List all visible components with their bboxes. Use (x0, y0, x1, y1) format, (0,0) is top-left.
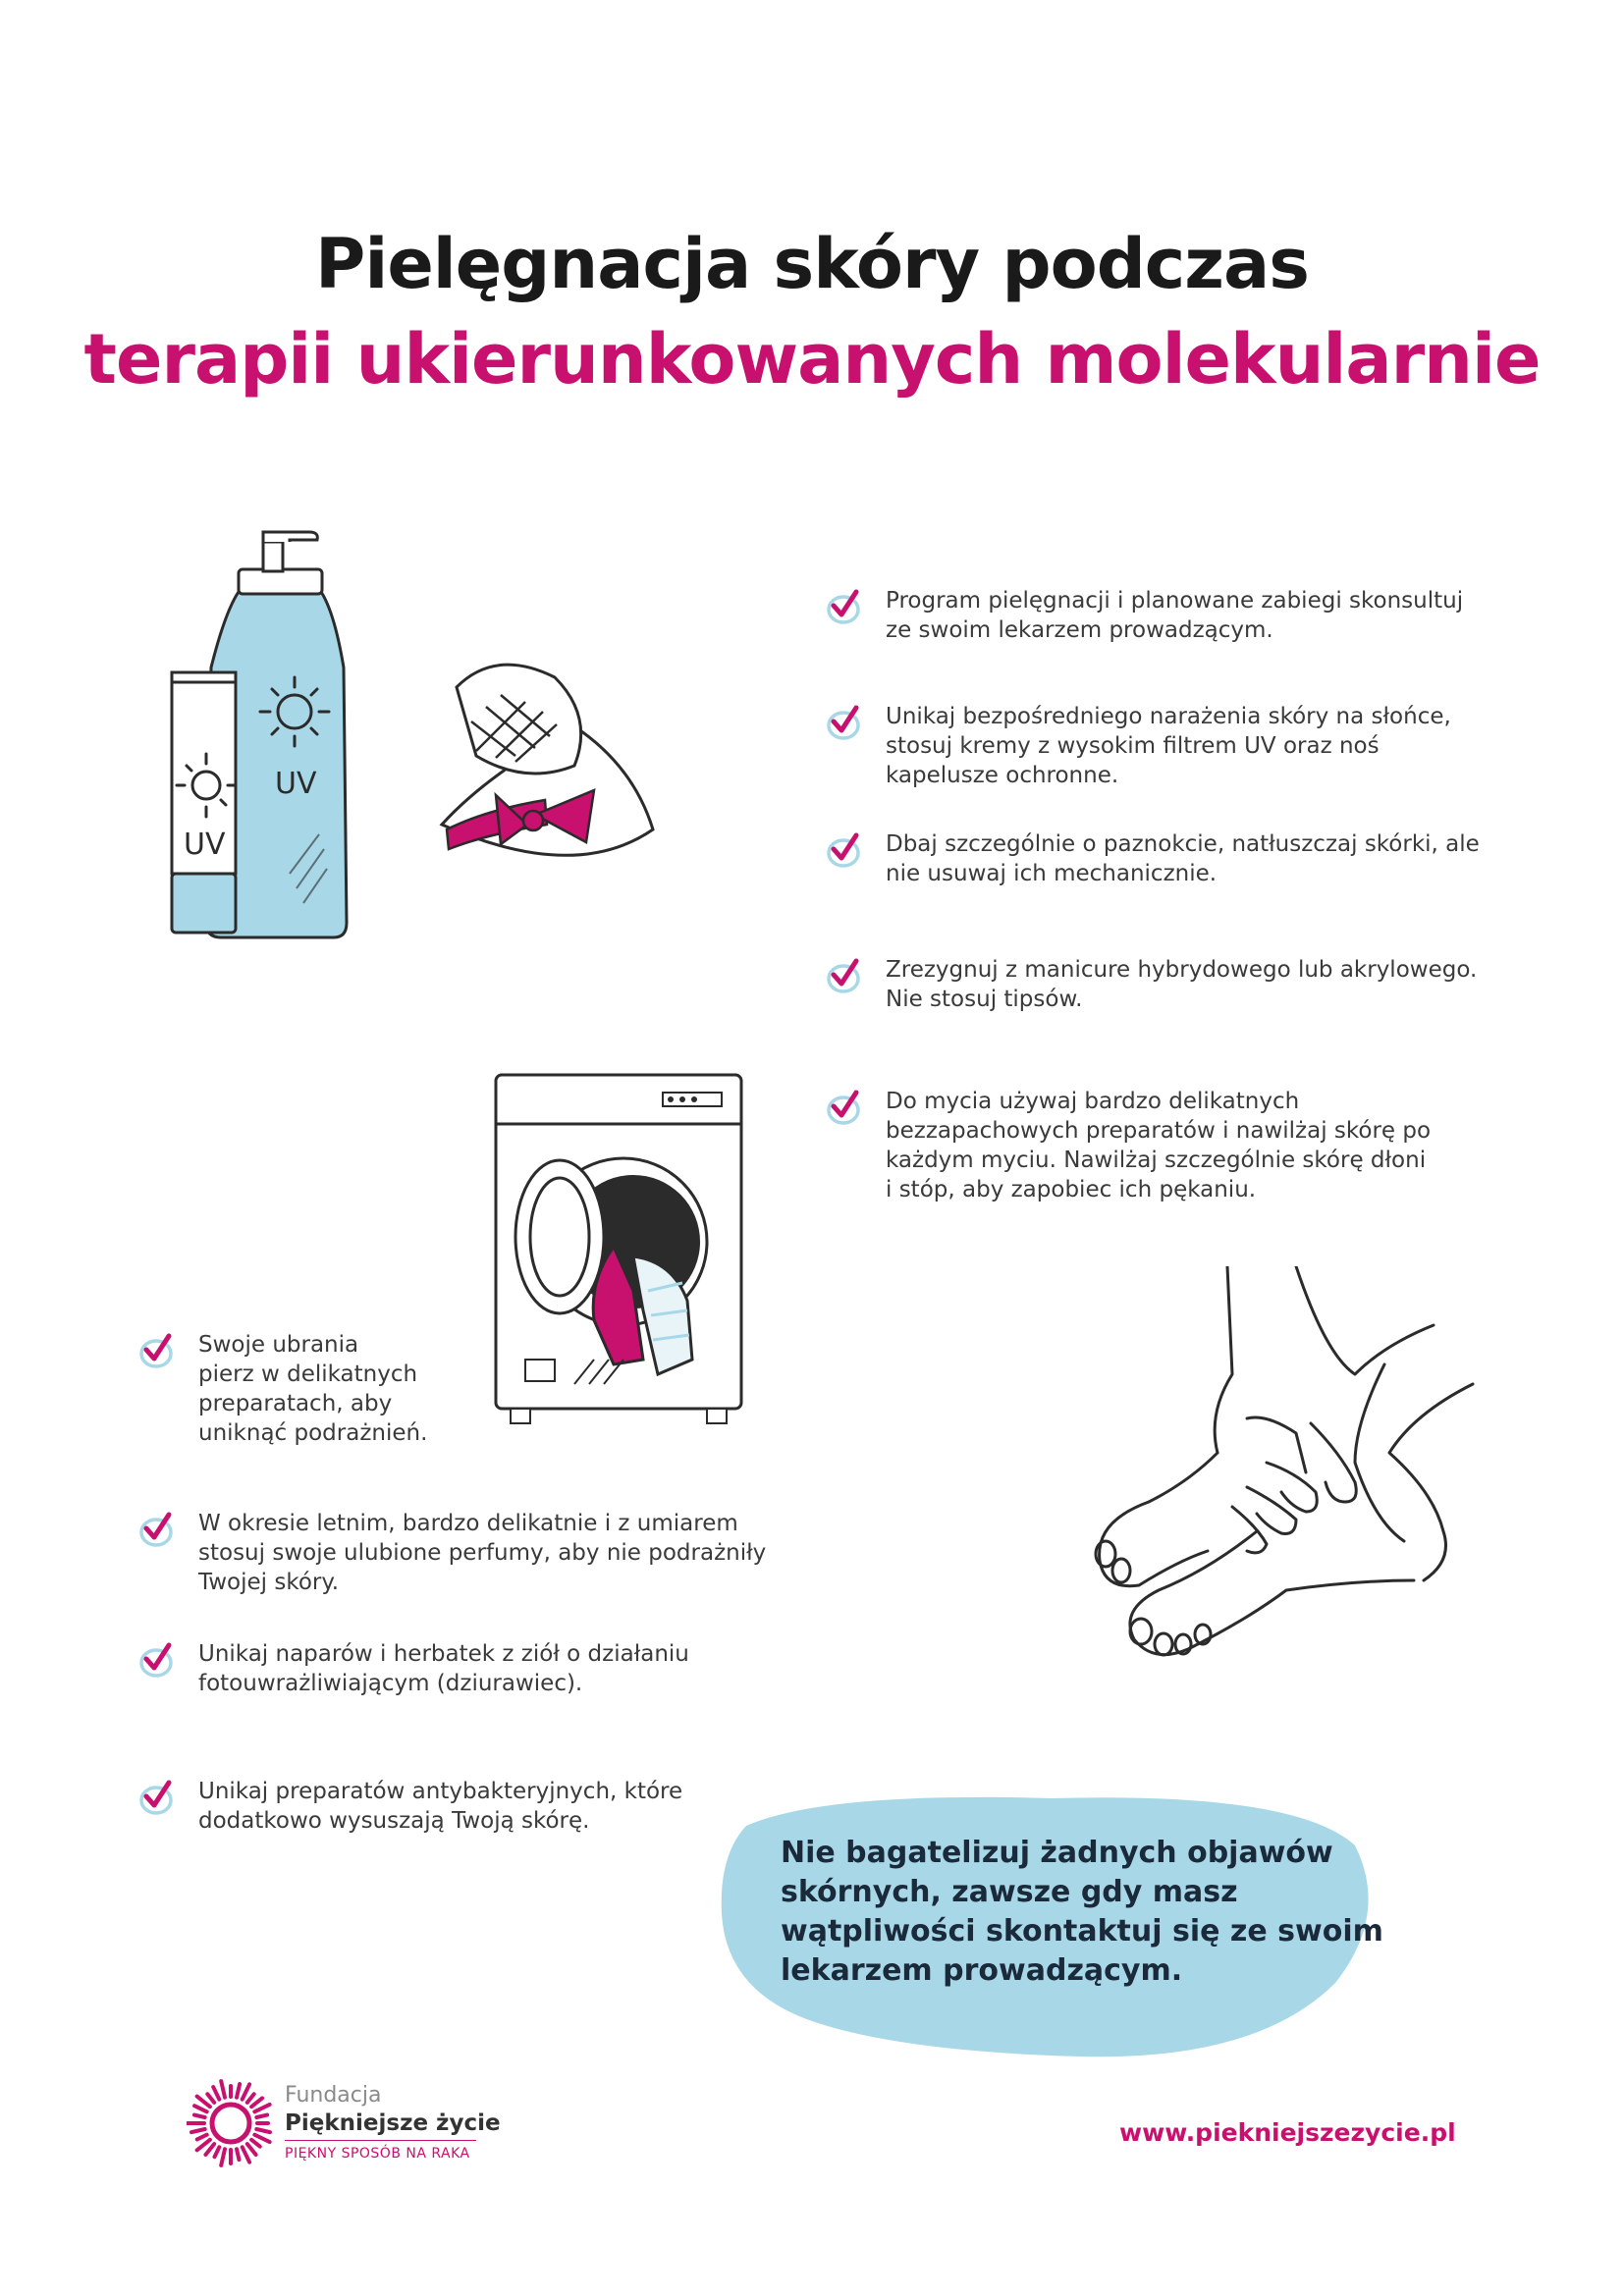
check-icon (825, 829, 866, 871)
check-icon (137, 1639, 179, 1681)
tip-text: Program pielęgnacji i planowane zabiegi skonsultuj ze swoim lekarzem prowadzącym. (886, 588, 1464, 643)
check-icon (137, 1777, 179, 1818)
uv-bottle-label: UV (275, 767, 317, 801)
logo-ray (205, 2144, 214, 2155)
tip-text: W okresie letnim, bardzo delikatnie i z umiarem stosuj swoje ulubione perfumy, aby nie podrażniły Twojej skóry. (198, 1511, 767, 1595)
logo-ray (243, 2147, 249, 2162)
foundation-logo-icon (187, 2079, 275, 2167)
washing-machine-illustration (486, 1065, 751, 1433)
tip-text: Unikaj preparatów antybakteryjnych, które dodatkowo wysuszają Twoją skórę. (198, 1779, 683, 1834)
check-icon (825, 955, 866, 996)
org-line2: Piękniejsze życie (285, 2110, 501, 2136)
logo-ray (221, 2149, 225, 2165)
tip-left-4 (137, 1777, 682, 1836)
tip-text: Zrezygnuj z manicure hybrydowego lub akrylowego. Nie stosuj tipsów. (886, 957, 1478, 1012)
logo-ray (247, 2144, 256, 2155)
logo-ray (243, 2084, 249, 2099)
logo-ray (215, 2147, 220, 2157)
page-title-line1: Pielęgnacja skóry podczas (315, 224, 1309, 304)
logo-ray (207, 2094, 214, 2103)
tip-right-5 (825, 1087, 1431, 1204)
logo-ray (251, 2140, 260, 2147)
logo-ray (247, 2094, 254, 2103)
tip-text: Swoje ubrania pierz w delikatnych preparatach, aby uniknąć podrażnień. (198, 1332, 428, 1446)
check-icon (825, 702, 866, 743)
check-icon (825, 1087, 866, 1128)
tip-left-2 (137, 1509, 766, 1597)
tip-left-1 (137, 1330, 427, 1448)
tip-text: Unikaj naparów i herbatek z ziół o działaniu fotouwrażliwiającym (dziurawiec). (198, 1641, 689, 1696)
logo-ray (256, 2115, 267, 2117)
logo-ray (237, 2084, 240, 2098)
check-icon (137, 1330, 179, 1371)
tip-right-3 (825, 829, 1480, 888)
tip-right-4 (825, 955, 1477, 1014)
callout-text: Nie bagatelizuj żadnych objawów skórnych, zawsze gdy masz wątpliwości skontaktuj się ze swoim lekarzem prowadzącym. (781, 1836, 1383, 1988)
check-icon (825, 586, 866, 627)
uv-tube-label: UV (184, 828, 226, 862)
org-tagline: PIĘKNY SPOSÓB NA RAKA (285, 2146, 470, 2162)
tip-left-3 (137, 1639, 689, 1698)
org-line1: Fundacja (285, 2083, 382, 2108)
tip-text: Unikaj bezpośredniego narażenia skóry na słońce, stosuj kremy z wysokim filtrem UV oraz noś kapelusze ochronne. (886, 704, 1451, 788)
logo-ray (221, 2081, 225, 2098)
logo-ray (254, 2135, 269, 2142)
logo-ray (237, 2149, 239, 2160)
page-title-line2: terapii ukierunkowanych molekularnie (83, 319, 1541, 400)
logo-ray (256, 2129, 270, 2132)
logo-ray (194, 2115, 205, 2117)
tip-right-1 (825, 586, 1463, 645)
sunscreen-illustration (162, 530, 722, 991)
tip-text: Do mycia używaj bardzo delikatnych bezzapachowych preparatów i nawilżaj skórę po każdym myciu. Nawilżaj szczególnie skórę dłoni i stóp, aby zapobiec ich pękaniu. (886, 1089, 1432, 1202)
logo-ray (251, 2098, 262, 2107)
logo-ray (191, 2129, 205, 2132)
logo-ray (254, 2105, 269, 2111)
tip-right-2 (825, 702, 1451, 790)
logo-ray (194, 2106, 207, 2111)
logo-divider (285, 2140, 476, 2141)
feet-illustration (1060, 1266, 1492, 1679)
logo-ray (197, 2135, 207, 2140)
logo-ray (213, 2087, 219, 2100)
website-link[interactable]: www.piekniejszezycie.pl (1119, 2118, 1456, 2147)
check-icon (137, 1509, 179, 1550)
tip-text: Dbaj szczególnie o paznokcie, natłuszczaj skórki, ale nie usuwaj ich mechanicznie. (886, 831, 1480, 886)
